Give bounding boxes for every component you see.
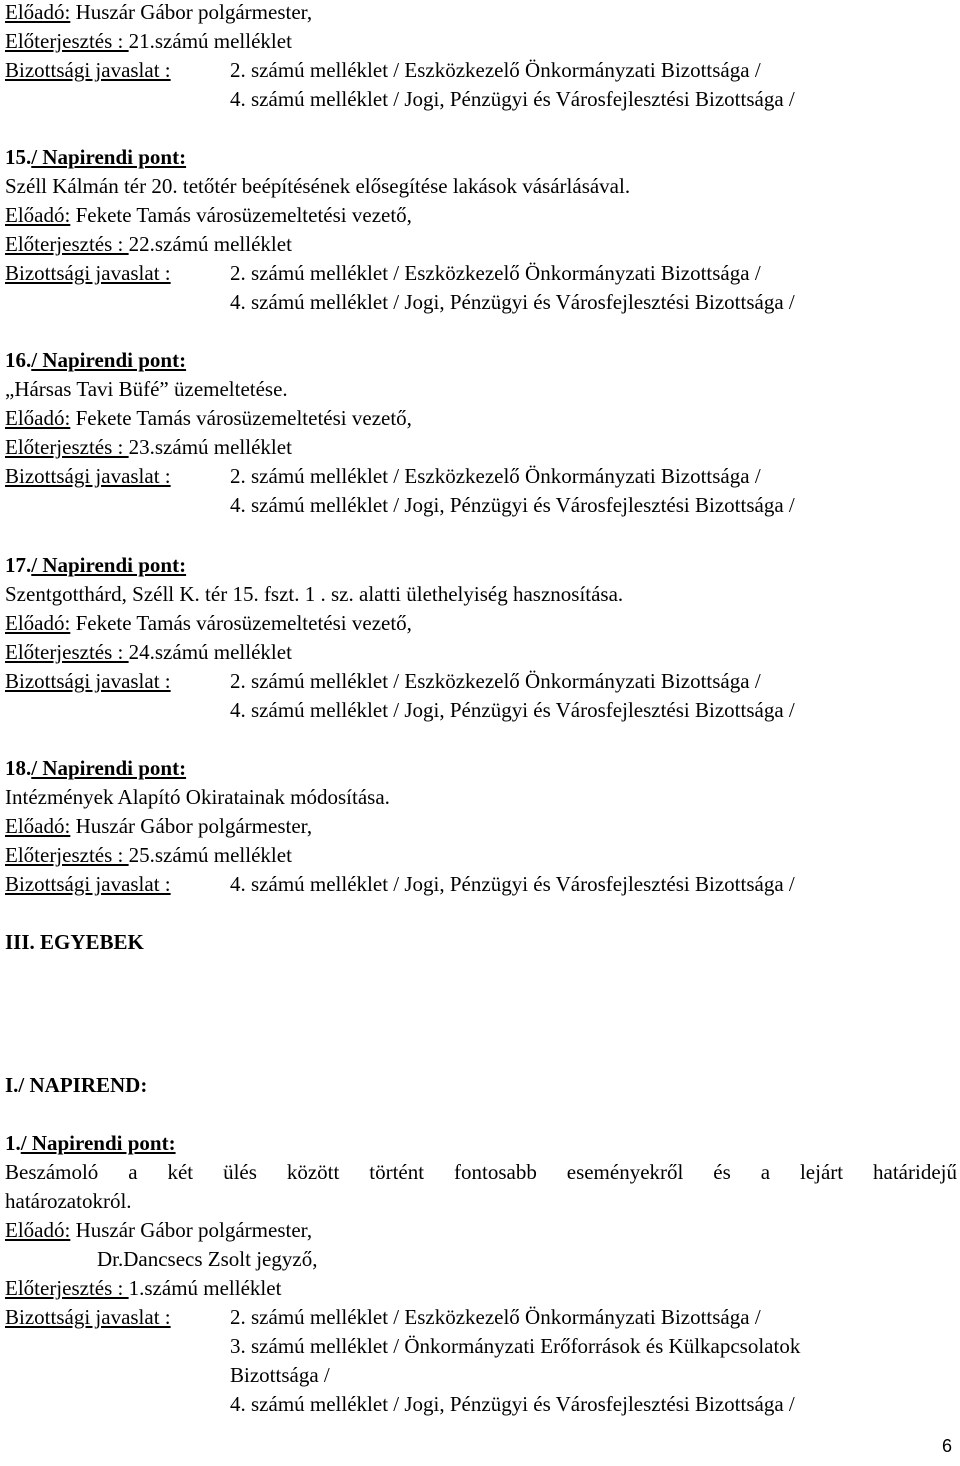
presenter-line: Előadó: Fekete Tamás városüzemeltetési vezető,	[5, 406, 412, 430]
agenda-heading: 18./ Napirendi pont:	[5, 756, 187, 780]
committee-line: Bizottsági javaslat :	[5, 872, 171, 896]
committee-line: Bizottsági javaslat :	[5, 464, 171, 488]
committee-line: Bizottsági javaslat :	[5, 58, 171, 82]
agenda-heading: 1./ Napirendi pont:	[5, 1131, 176, 1155]
committee-line: Bizottsági javaslat :	[5, 261, 171, 285]
submission-line: Előterjesztés : 1.számú melléklet	[5, 1276, 282, 1300]
submission-line: Előterjesztés : 22.számú melléklet	[5, 232, 292, 256]
presenter-line: Előadó: Huszár Gábor polgármester,	[5, 0, 313, 24]
agenda-heading: 15./ Napirendi pont:	[5, 145, 187, 169]
committee-value: 4. számú melléklet / Jogi, Pénzügyi és Városfejlesztési Bizottsága /	[230, 872, 795, 896]
committee-value: 2. számú melléklet / Eszközkezelő Önkormányzati Bizottsága /	[230, 464, 761, 488]
presenter-line-2: Dr.Dancsecs Zsolt jegyző,	[97, 1247, 318, 1271]
napirend-heading: I./ NAPIREND:	[5, 1073, 148, 1097]
committee-value: 4. számú melléklet / Jogi, Pénzügyi és Városfejlesztési Bizottsága /	[230, 87, 795, 111]
agenda-title: Beszámoló a két ülés között történt fontosabb eseményekről és a lejárt határidejű	[5, 1160, 957, 1184]
submission-line: Előterjesztés : 24.számú melléklet	[5, 640, 292, 664]
committee-value: 4. számú melléklet / Jogi, Pénzügyi és Városfejlesztési Bizottsága /	[230, 290, 795, 314]
submission-line: Előterjesztés : 23.számú melléklet	[5, 435, 292, 459]
committee-line: Bizottsági javaslat :	[5, 1305, 171, 1329]
agenda-heading: 16./ Napirendi pont:	[5, 348, 187, 372]
submission-line: Előterjesztés : 25.számú melléklet	[5, 843, 292, 867]
committee-line: Bizottsági javaslat :	[5, 669, 171, 693]
committee-value: 4. számú melléklet / Jogi, Pénzügyi és Városfejlesztési Bizottsága /	[230, 1392, 795, 1416]
agenda-title: Széll Kálmán tér 20. tetőtér beépítésének elősegítése lakások vásárlásával.	[5, 174, 631, 198]
committee-value: 2. számú melléklet / Eszközkezelő Önkormányzati Bizottsága /	[230, 261, 761, 285]
agenda-heading: 17./ Napirendi pont:	[5, 553, 187, 577]
agenda-title: „Hársas Tavi Büfé” üzemeltetése.	[5, 377, 288, 401]
agenda-title-cont: határozatokról.	[5, 1189, 132, 1213]
committee-value: 2. számú melléklet / Eszközkezelő Önkormányzati Bizottsága /	[230, 669, 761, 693]
presenter-line: Előadó: Fekete Tamás városüzemeltetési vezető,	[5, 611, 412, 635]
presenter-line: Előadó: Huszár Gábor polgármester,	[5, 1218, 313, 1242]
committee-value: 2. számú melléklet / Eszközkezelő Önkormányzati Bizottsága /	[230, 1305, 761, 1329]
page-number: 6	[941, 1436, 952, 1456]
presenter-line: Előadó: Huszár Gábor polgármester,	[5, 814, 313, 838]
submission-line: Előterjesztés : 21.számú melléklet	[5, 29, 292, 53]
committee-value: 4. számú melléklet / Jogi, Pénzügyi és Városfejlesztési Bizottsága /	[230, 493, 795, 517]
agenda-title: Intézmények Alapító Okiratainak módosítása.	[5, 785, 390, 809]
committee-value: 2. számú melléklet / Eszközkezelő Önkormányzati Bizottsága /	[230, 58, 761, 82]
agenda-title: Szentgotthárd, Széll K. tér 15. fszt. 1 . sz. alatti ülethelyiség hasznosítása.	[5, 582, 624, 606]
committee-value: 4. számú melléklet / Jogi, Pénzügyi és Városfejlesztési Bizottsága /	[230, 698, 795, 722]
presenter-line: Előadó: Fekete Tamás városüzemeltetési vezető,	[5, 203, 412, 227]
committee-value: 3. számú melléklet / Önkormányzati Erőforrások és Külkapcsolatok	[230, 1334, 801, 1358]
committee-value: Bizottsága /	[230, 1363, 330, 1387]
section-heading: III. EGYEBEK	[5, 930, 144, 954]
